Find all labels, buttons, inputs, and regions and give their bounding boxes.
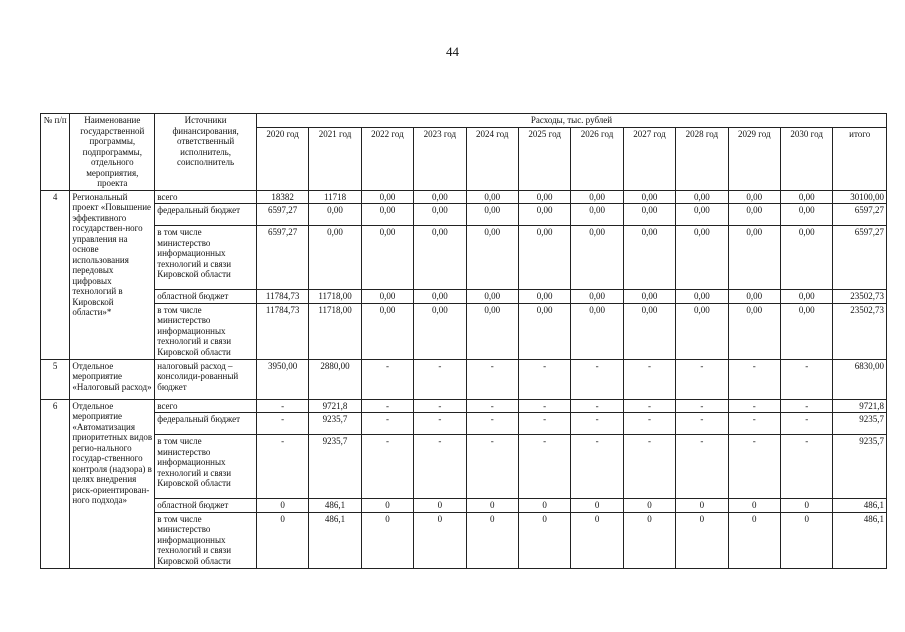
year-value: -	[256, 399, 308, 413]
total-value: 9235,7	[833, 435, 887, 499]
header-year: 2024 год	[466, 128, 518, 190]
year-value: -	[414, 435, 466, 499]
year-value: 0,00	[623, 226, 675, 290]
year-value: 0,00	[676, 290, 728, 304]
table-row	[41, 499, 887, 513]
year-value: 0,00	[466, 226, 518, 290]
year-value: 486,1	[309, 512, 361, 568]
row-number: 5	[41, 359, 70, 399]
funding-source: федеральный бюджет	[155, 204, 257, 226]
year-value: 0,00	[728, 204, 780, 226]
total-value: 23502,73	[833, 290, 887, 304]
funding-source: в том числе министерство информационных технологий и связи Кировской области	[155, 435, 257, 499]
header-year: 2029 год	[728, 128, 780, 190]
table-row	[41, 512, 887, 568]
year-value: 0,00	[571, 190, 623, 204]
year-value: -	[623, 435, 675, 499]
year-value: -	[518, 435, 570, 499]
total-value: 6597,27	[833, 226, 887, 290]
year-value: 0,00	[728, 290, 780, 304]
header-year: 2021 год	[309, 128, 361, 190]
table-row	[41, 226, 887, 290]
year-value: 0,00	[623, 303, 675, 359]
year-value: 0,00	[780, 290, 832, 304]
table-row	[41, 190, 887, 204]
year-value: -	[728, 413, 780, 435]
year-value: 0	[466, 499, 518, 513]
year-value: 0,00	[676, 204, 728, 226]
year-value: 0,00	[466, 290, 518, 304]
header-year: 2030 год	[780, 128, 832, 190]
total-value: 9235,7	[833, 413, 887, 435]
year-value: 0,00	[361, 303, 413, 359]
header-year: 2020 год	[256, 128, 308, 190]
header-year: 2027 год	[623, 128, 675, 190]
year-value: 0,00	[518, 303, 570, 359]
total-value: 486,1	[833, 499, 887, 513]
year-value: -	[571, 413, 623, 435]
year-value: -	[728, 359, 780, 399]
header-year: 2022 год	[361, 128, 413, 190]
activity-name: Отдельное мероприятие «Налоговый расход»	[70, 359, 155, 399]
year-value: 11784,73	[256, 290, 308, 304]
year-value: 9235,7	[309, 413, 361, 435]
year-value: 0	[571, 512, 623, 568]
year-value: 0,00	[728, 190, 780, 204]
page-number: 44	[446, 44, 459, 59]
activity-name: Отдельное мероприятие «Автоматизация приоритетных видов регио-нального государ-ственного контроля (надзора) в целях внедрения риск-ориентирован-ного подхода»	[70, 399, 155, 568]
year-value: -	[256, 413, 308, 435]
year-value: 0,00	[623, 190, 675, 204]
year-value: -	[676, 359, 728, 399]
year-value: -	[780, 435, 832, 499]
year-value: 0,00	[414, 303, 466, 359]
total-value: 6597,27	[833, 204, 887, 226]
year-value: -	[780, 413, 832, 435]
year-value: -	[623, 359, 675, 399]
table-row	[41, 204, 887, 226]
year-value: 0,00	[518, 226, 570, 290]
year-value: 0,00	[676, 303, 728, 359]
year-value: 0	[571, 499, 623, 513]
funding-source: в том числе министерство информационных технологий и связи Кировской области	[155, 512, 257, 568]
year-value: 0,00	[414, 204, 466, 226]
funding-source: налоговый расход – консолиди-рованный бюджет	[155, 359, 257, 399]
year-value: 0,00	[518, 290, 570, 304]
year-value: -	[361, 359, 413, 399]
year-value: 0	[623, 512, 675, 568]
year-value: 0,00	[309, 226, 361, 290]
year-value: 0,00	[623, 204, 675, 226]
year-value: 0,00	[780, 226, 832, 290]
budget-table	[40, 113, 887, 569]
year-value: 0,00	[466, 190, 518, 204]
header-total: итого	[833, 128, 887, 190]
table-row	[41, 399, 887, 413]
year-value: 0,00	[361, 204, 413, 226]
header-sources: Источники финансирования, ответственный исполнитель, соисполнитель	[155, 114, 257, 191]
year-value: -	[414, 359, 466, 399]
year-value: 0,00	[361, 190, 413, 204]
year-value: 0	[361, 512, 413, 568]
year-value: 0	[623, 499, 675, 513]
year-value: -	[571, 399, 623, 413]
year-value: 0	[256, 499, 308, 513]
year-value: 0,00	[518, 190, 570, 204]
year-value: 0	[676, 512, 728, 568]
year-value: 0,00	[466, 204, 518, 226]
year-value: 11718	[309, 190, 361, 204]
year-value: 0,00	[571, 204, 623, 226]
funding-source: в том числе министерство информационных технологий и связи Кировской области	[155, 303, 257, 359]
header-year: 2023 год	[414, 128, 466, 190]
year-value: 9721,8	[309, 399, 361, 413]
table-row	[41, 359, 887, 399]
year-value: 0,00	[676, 190, 728, 204]
activity-name: Региональный проект «Повышение эффективного государствен-ного управления на основе использования передовых цифровых технологий в Кировской области»*	[70, 190, 155, 359]
year-value: 0	[414, 512, 466, 568]
year-value: -	[414, 399, 466, 413]
year-value: 0,00	[361, 290, 413, 304]
year-value: 0	[414, 499, 466, 513]
year-value: 0	[780, 512, 832, 568]
year-value: -	[676, 399, 728, 413]
header-year: 2026 год	[571, 128, 623, 190]
year-value: 0,00	[676, 226, 728, 290]
year-value: 0,00	[780, 303, 832, 359]
year-value: -	[676, 435, 728, 499]
total-value: 6830,00	[833, 359, 887, 399]
year-value: 0,00	[780, 190, 832, 204]
year-value: 0	[256, 512, 308, 568]
year-value: -	[780, 359, 832, 399]
table-row	[41, 290, 887, 304]
year-value: 0,00	[414, 226, 466, 290]
funding-source: областной бюджет	[155, 290, 257, 304]
header-year: 2028 год	[676, 128, 728, 190]
header-year: 2025 год	[518, 128, 570, 190]
year-value: -	[361, 435, 413, 499]
year-value: 11718,00	[309, 303, 361, 359]
year-value: 0	[466, 512, 518, 568]
year-value: -	[466, 359, 518, 399]
year-value: 0,00	[571, 226, 623, 290]
year-value: 0	[728, 499, 780, 513]
year-value: 3950,00	[256, 359, 308, 399]
year-value: -	[623, 399, 675, 413]
table-row	[41, 303, 887, 359]
funding-source: областной бюджет	[155, 499, 257, 513]
total-value: 23502,73	[833, 303, 887, 359]
table-row	[41, 435, 887, 499]
year-value: 0	[361, 499, 413, 513]
year-value: -	[361, 399, 413, 413]
year-value: -	[676, 413, 728, 435]
year-value: 0,00	[728, 226, 780, 290]
funding-source: всего	[155, 399, 257, 413]
table-body	[41, 190, 887, 568]
year-value: 0	[518, 499, 570, 513]
year-value: 0,00	[728, 303, 780, 359]
year-value: 486,1	[309, 499, 361, 513]
year-value: -	[361, 413, 413, 435]
year-value: 0,00	[571, 290, 623, 304]
year-value: 0,00	[414, 190, 466, 204]
year-value: -	[518, 413, 570, 435]
year-value: 0,00	[623, 290, 675, 304]
total-value: 9721,8	[833, 399, 887, 413]
year-value: -	[728, 435, 780, 499]
year-value: 0,00	[361, 226, 413, 290]
funding-source: федеральный бюджет	[155, 413, 257, 435]
year-value: 18382	[256, 190, 308, 204]
year-value: -	[466, 413, 518, 435]
year-value: 11784,73	[256, 303, 308, 359]
year-value: -	[623, 413, 675, 435]
year-value: 0,00	[571, 303, 623, 359]
year-value: -	[414, 413, 466, 435]
total-value: 30100,00	[833, 190, 887, 204]
header-name: Наименование государственной программы, подпрограммы, отдельного мероприятия, проекта	[70, 114, 155, 191]
funding-source: всего	[155, 190, 257, 204]
year-value: -	[466, 399, 518, 413]
year-value: -	[256, 435, 308, 499]
funding-source: в том числе министерство информационных технологий и связи Кировской области	[155, 226, 257, 290]
table-row	[41, 413, 887, 435]
year-value: 0,00	[466, 303, 518, 359]
year-value: -	[728, 399, 780, 413]
year-value: -	[571, 359, 623, 399]
year-value: 0,00	[518, 204, 570, 226]
year-value: -	[518, 359, 570, 399]
year-value: -	[571, 435, 623, 499]
year-value: 0,00	[414, 290, 466, 304]
year-value: 0,00	[780, 204, 832, 226]
year-value: 11718,00	[309, 290, 361, 304]
year-value: 9235,7	[309, 435, 361, 499]
row-number: 4	[41, 190, 70, 359]
year-value: 0	[728, 512, 780, 568]
table-header	[41, 114, 887, 191]
year-value: -	[466, 435, 518, 499]
year-value: 0	[676, 499, 728, 513]
year-value: -	[780, 399, 832, 413]
year-value: 2880,00	[309, 359, 361, 399]
header-no: № п/п	[41, 114, 70, 191]
year-value: 6597,27	[256, 204, 308, 226]
year-value: 0	[780, 499, 832, 513]
year-value: -	[518, 399, 570, 413]
header-expenses: Расходы, тыс. рублей	[256, 114, 886, 128]
total-value: 486,1	[833, 512, 887, 568]
row-number: 6	[41, 399, 70, 568]
year-value: 0,00	[309, 204, 361, 226]
year-value: 0	[518, 512, 570, 568]
year-value: 6597,27	[256, 226, 308, 290]
